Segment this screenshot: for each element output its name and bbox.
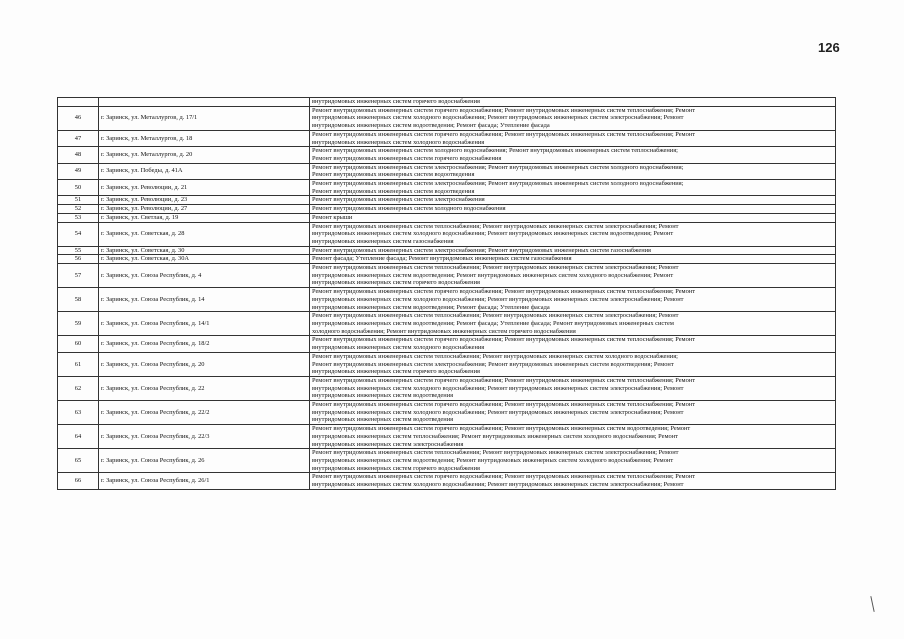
work-line: Ремонт внутридомовых инженерных систем водоотведения xyxy=(312,187,475,195)
row-works xyxy=(310,264,836,288)
row-works xyxy=(310,352,836,376)
table-row xyxy=(58,376,836,400)
row-address: г. Заринск, ул. Союза Республик, д. 26/1 xyxy=(99,473,310,489)
row-works xyxy=(310,213,836,222)
row-works xyxy=(310,336,836,352)
work-line: внутридомовых инженерных систем водоотведения; Ремонт внутридомовых инженерных систем холодного водоснабжения; Ремонт xyxy=(312,271,674,279)
row-number: 64 xyxy=(58,425,99,449)
row-number: 52 xyxy=(58,205,99,214)
work-line: внутридомовых инженерных систем горячего водоснабжения xyxy=(312,279,480,287)
row-address: г. Заринск, ул. Революции, д. 23 xyxy=(99,196,310,205)
work-line: Ремонт внутридомовых инженерных систем теплоснабжения; Ремонт внутридомовых инженерных систем электроснабжения; Ремонт xyxy=(312,449,679,457)
row-address: г. Заринск, ул. Советская, д. 30А xyxy=(99,255,310,264)
table-body xyxy=(58,98,836,490)
row-number: 59 xyxy=(58,312,99,336)
table-row xyxy=(58,401,836,425)
work-line: холодного водоснабжения; Ремонт внутридомовых инженерных систем горячего водоснабжения xyxy=(312,327,576,335)
work-line: Ремонт внутридомовых инженерных систем электроснабжения; Ремонт внутридомовых инженерных систем холодного водоснабжения; xyxy=(312,163,684,171)
row-works xyxy=(310,246,836,255)
work-line: Ремонт внутридомовых инженерных систем теплоснабжения; Ремонт внутридомовых инженерных систем электроснабжения; Ремонт xyxy=(312,222,679,230)
work-line: Ремонт внутридомовых инженерных систем холодного водоснабжения xyxy=(312,205,506,213)
work-line: Ремонт фасада; Утепление фасада; Ремонт внутридомовых инженерных систем газоснабжения xyxy=(312,255,572,263)
row-works xyxy=(310,288,836,312)
work-line: Ремонт внутридомовых инженерных систем горячего водоснабжения; Ремонт внутридомовых инженерных систем теплоснабжения; Ремонт xyxy=(312,106,695,114)
work-line: внутридомовых инженерных систем холодного водоснабжения; Ремонт внутридомовых инженерных систем электроснабжения; Ремонт xyxy=(312,114,684,122)
row-number: 48 xyxy=(58,147,99,163)
work-line: внутридомовых инженерных систем водоотведения; Ремонт фасада; Утепление фасада xyxy=(312,122,550,130)
work-line: внутридомовых инженерных систем горячего водоснабжения xyxy=(312,464,480,472)
row-works xyxy=(310,312,836,336)
row-number: 47 xyxy=(58,130,99,146)
work-line: Ремонт внутридомовых инженерных систем горячего водоснабжения; Ремонт внутридомовых инженерных систем теплоснабжения; Ремонт xyxy=(312,376,695,384)
row-works xyxy=(310,205,836,214)
row-number: 63 xyxy=(58,401,99,425)
row-address: г. Заринск, ул. Революции, д. 21 xyxy=(99,180,310,196)
work-line: внутридомовых инженерных систем холодного водоснабжения; Ремонт внутридомовых инженерных систем электроснабжения; Ремонт xyxy=(312,481,684,489)
row-address: г. Заринск, ул. Союза Республик, д. 22/3 xyxy=(99,425,310,449)
work-line: Ремонт внутридомовых инженерных систем горячего водоснабжения; Ремонт внутридомовых инженерных систем теплоснабжения; Ремонт xyxy=(312,130,695,138)
row-number: 50 xyxy=(58,180,99,196)
row-works xyxy=(310,106,836,130)
work-line: Ремонт внутридомовых инженерных систем холодного водоснабжения; Ремонт внутридомовых инженерных систем теплоснабжения; xyxy=(312,147,678,155)
table-row xyxy=(58,106,836,130)
work-line: Ремонт внутридомовых инженерных систем горячего водоснабжения; Ремонт внутридомовых инженерных систем теплоснабжения; Ремонт xyxy=(312,336,695,344)
row-address: г. Заринск, ул. Союза Республик, д. 14/1 xyxy=(99,312,310,336)
work-line: внутридомовых инженерных систем холодного водоснабжения; Ремонт внутридомовых инженерных систем электроснабжения; Ремонт xyxy=(312,408,684,416)
table-row xyxy=(58,130,836,146)
table-row xyxy=(58,222,836,246)
row-works xyxy=(310,255,836,264)
table-row xyxy=(58,98,836,107)
work-line: Ремонт внутридомовых инженерных систем теплоснабжения; Ремонт внутридомовых инженерных систем электроснабжения; Ремонт xyxy=(312,264,679,272)
row-address: г. Заринск, ул. Советская, д. 28 xyxy=(99,222,310,246)
row-address: г. Заринск, ул. Союза Республик, д. 22 xyxy=(99,376,310,400)
row-works xyxy=(310,449,836,473)
work-line: внутридомовых инженерных систем теплоснабжения; Ремонт внутридомовых инженерных систем холодного водоснабжения; Ремонт xyxy=(312,432,678,440)
repair-works-table xyxy=(57,97,836,490)
row-number: 66 xyxy=(58,473,99,489)
table-row xyxy=(58,246,836,255)
table-row xyxy=(58,163,836,179)
work-line: Ремонт внутридомовых инженерных систем горячего водоснабжения; Ремонт внутридомовых инженерных систем теплоснабжения; Ремонт xyxy=(312,473,695,481)
row-works xyxy=(310,376,836,400)
row-works xyxy=(310,163,836,179)
row-number: 49 xyxy=(58,163,99,179)
work-line: Ремонт крыши xyxy=(312,213,353,221)
table-row xyxy=(58,352,836,376)
table-row xyxy=(58,147,836,163)
page-number: 126 xyxy=(818,40,840,55)
row-number: 65 xyxy=(58,449,99,473)
row-works xyxy=(310,130,836,146)
table-row xyxy=(58,473,836,489)
work-line: Ремонт внутридомовых инженерных систем электроснабжения xyxy=(312,196,485,204)
work-line: внутридомовых инженерных систем холодного водоснабжения xyxy=(312,138,485,146)
table-row xyxy=(58,213,836,222)
work-line: внутридомовых инженерных систем холодного водоснабжения; Ремонт внутридомовых инженерных систем электроснабжения; Ремонт xyxy=(312,295,684,303)
work-line: внутридомовых инженерных систем водоотведения; Ремонт фасада; Утепление фасада xyxy=(312,303,550,311)
row-number: 51 xyxy=(58,196,99,205)
work-line: внутридомовых инженерных систем водоотведения; Ремонт внутридомовых инженерных систем холодного водоснабжения; Ремонт xyxy=(312,456,674,464)
work-line: внутридомовых инженерных систем газоснабжения xyxy=(312,237,454,245)
row-address: г. Заринск, ул. Союза Республик, д. 14 xyxy=(99,288,310,312)
row-works xyxy=(310,425,836,449)
row-address: г. Заринск, ул. Союза Республик, д. 26 xyxy=(99,449,310,473)
table-row xyxy=(58,205,836,214)
work-line: Ремонт внутридомовых инженерных систем горячего водоснабжения; Ремонт внутридомовых инженерных систем теплоснабжения; Ремонт xyxy=(312,288,695,296)
row-address: г. Заринск, ул. Металлургов, д. 18 xyxy=(99,130,310,146)
work-line: внутридомовых инженерных систем водоотведения xyxy=(312,392,454,400)
work-line: Ремонт внутридомовых инженерных систем теплоснабжения; Ремонт внутридомовых инженерных систем электроснабжения; Ремонт xyxy=(312,312,679,320)
table-row xyxy=(58,425,836,449)
table-row xyxy=(58,288,836,312)
row-address: г. Заринск, ул. Союза Республик, д. 22/2 xyxy=(99,401,310,425)
row-address: г. Заринск, ул. Союза Республик, д. 4 xyxy=(99,264,310,288)
table-row xyxy=(58,449,836,473)
table-row xyxy=(58,312,836,336)
work-line: Ремонт внутридомовых инженерных систем теплоснабжения; Ремонт внутридомовых инженерных систем холодного водоснабжения; xyxy=(312,352,678,360)
row-works xyxy=(310,196,836,205)
row-number: 54 xyxy=(58,222,99,246)
work-line: внутридомовых инженерных систем водоотведения; Ремонт фасада; Утепление фасада; Ремонт внутридомовых инженерных систем xyxy=(312,319,674,327)
work-line: Ремонт внутридомовых инженерных систем горячего водоснабжения; Ремонт внутридомовых инженерных систем водоотведения; Ремонт xyxy=(312,425,691,433)
row-address: г. Заринск, ул. Металлургов, д. 20 xyxy=(99,147,310,163)
row-number: 55 xyxy=(58,246,99,255)
row-number xyxy=(58,98,99,107)
work-line: внутридомовых инженерных систем холодного водоснабжения xyxy=(312,344,485,352)
work-line: внутридомовых инженерных систем электроснабжения xyxy=(312,440,464,448)
work-line: Ремонт внутридомовых инженерных систем электроснабжения; Ремонт внутридомовых инженерных систем водоотведения; Ремонт xyxy=(312,360,674,368)
row-number: 57 xyxy=(58,264,99,288)
row-number: 60 xyxy=(58,336,99,352)
row-works xyxy=(310,147,836,163)
work-line: Ремонт внутридомовых инженерных систем электроснабжения; Ремонт внутридомовых инженерных систем холодного водоснабжения; xyxy=(312,180,684,188)
row-address: г. Заринск, ул. Союза Республик, д. 18/2 xyxy=(99,336,310,352)
row-address: г. Заринск, ул. Победы, д. 41А xyxy=(99,163,310,179)
work-line: внутридомовых инженерных систем горячего водоснабжения xyxy=(312,98,480,105)
table-row xyxy=(58,255,836,264)
work-line: Ремонт внутридомовых инженерных систем горячего водоснабжения; Ремонт внутридомовых инженерных систем теплоснабжения; Ремонт xyxy=(312,401,695,409)
row-address: г. Заринск, ул. Металлургов, д. 17/1 xyxy=(99,106,310,130)
table-row xyxy=(58,196,836,205)
pen-mark xyxy=(870,596,874,612)
row-number: 56 xyxy=(58,255,99,264)
table-row xyxy=(58,180,836,196)
row-works xyxy=(310,401,836,425)
row-address: г. Заринск, ул. Светлая, д. 19 xyxy=(99,213,310,222)
row-works xyxy=(310,98,836,107)
row-works xyxy=(310,180,836,196)
row-works xyxy=(310,222,836,246)
row-number: 46 xyxy=(58,106,99,130)
table-row xyxy=(58,336,836,352)
row-works xyxy=(310,473,836,489)
row-address: г. Заринск, ул. Советская, д. 30 xyxy=(99,246,310,255)
work-line: внутридомовых инженерных систем холодного водоснабжения; Ремонт внутридомовых инженерных систем водоотведения; Ремонт xyxy=(312,230,674,238)
work-line: Ремонт внутридомовых инженерных систем горячего водоснабжения xyxy=(312,154,502,162)
row-address: г. Заринск, ул. Союза Республик, д. 20 xyxy=(99,352,310,376)
work-line: внутридомовых инженерных систем водоотведения xyxy=(312,416,454,424)
work-line: Ремонт внутридомовых инженерных систем водоотведения xyxy=(312,171,475,179)
row-number: 58 xyxy=(58,288,99,312)
work-line: внутридомовых инженерных систем холодного водоснабжения; Ремонт внутридомовых инженерных систем электроснабжения; Ремонт xyxy=(312,384,684,392)
row-number: 53 xyxy=(58,213,99,222)
work-line: Ремонт внутридомовых инженерных систем электроснабжения; Ремонт внутридомовых инженерных систем газоснабжения xyxy=(312,246,651,254)
row-number: 62 xyxy=(58,376,99,400)
table-row xyxy=(58,264,836,288)
row-number: 61 xyxy=(58,352,99,376)
row-address xyxy=(99,98,310,107)
work-line: внутридомовых инженерных систем горячего водоснабжения xyxy=(312,368,480,376)
row-address: г. Заринск, ул. Революции, д. 27 xyxy=(99,205,310,214)
